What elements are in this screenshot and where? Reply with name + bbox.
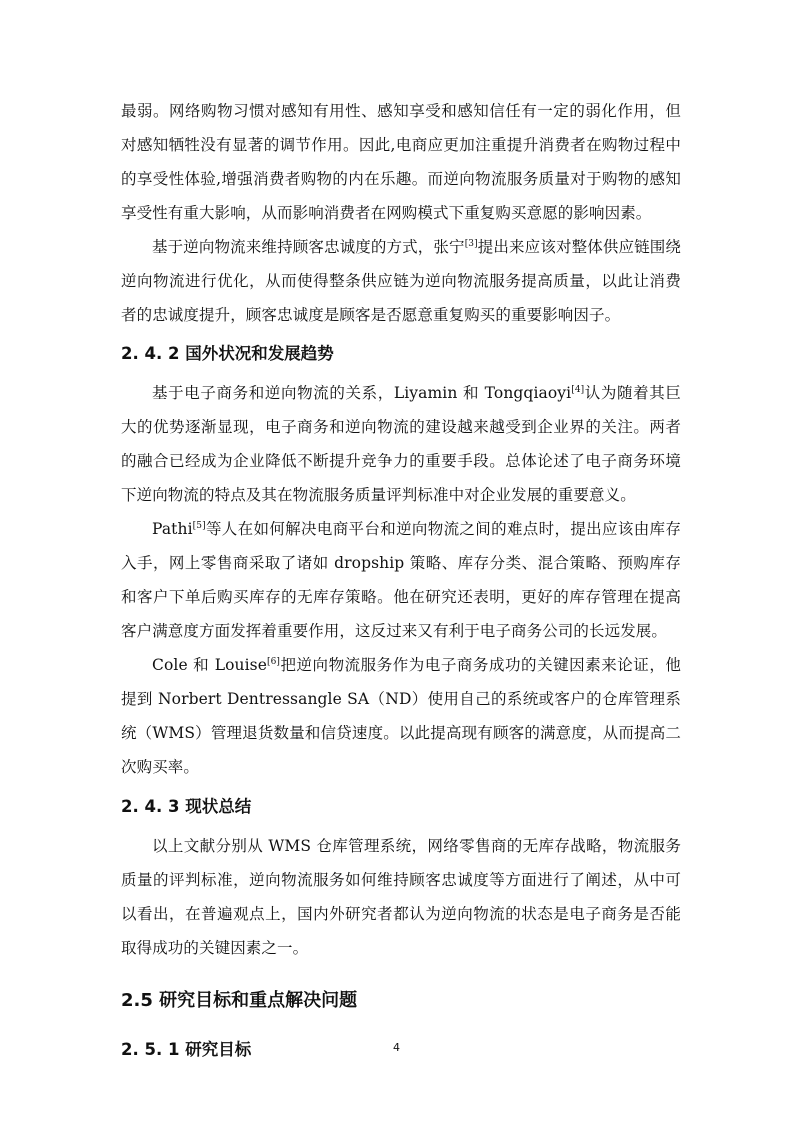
citation-ref: [3]: [464, 239, 478, 249]
paragraph-summary: 以上文献分别从 WMS 仓库管理系统，网络零售商的无库存战略，物流服务质量的评判标准，逆向物流服务如何维持顾客忠诚度等方面进行了阐述，从中可以看出，在普遍观点上，国内外研究者都认为逆向物流的状态是电子商务是否能取得成功的关键因素之一。: [121, 837, 681, 957]
paragraph-text: Cole 和 Louise: [152, 656, 267, 674]
section-heading-2-4-2: 2. 4. 2 国外状况和发展趋势: [121, 344, 334, 363]
citation-ref: [4]: [571, 385, 585, 395]
paragraph-text: 基于电子商务和逆向物流的关系，Liyamin 和 Tongqiaoyi: [152, 384, 572, 402]
page-number: 4: [393, 1041, 400, 1054]
paragraph-continued: 最弱。网络购物习惯对感知有用性、感知享受和感知信任有一定的弱化作用，但对感知牺牲没有显著的调节作用。因此,电商应更加注重提升消费者在购物过程中的享受性体验,增强消费者购物的内在乐趣。而逆向物流服务质量对于购物的感知享受性有重大影响，从而影响消费者在网购模式下重复购买意愿的影响因素。: [121, 102, 681, 222]
paragraph-cole-louise: [121, 648, 681, 784]
citation-ref: [5]: [192, 521, 206, 531]
citation-ref: [6]: [266, 657, 281, 667]
paragraph-text: 认为随着其巨大的优势逐渐显现，电子商务和逆向物流的建设越来越受到企业界的关注。两者的融合已经成为企业降低不断提升竞争力的重要手段。总体论述了电子商务环境下逆向物流的特点及其在物流服务质量评判标准中对企业发展的重要意义。: [121, 384, 682, 504]
paragraph-text: 等人在如何解决电商平台和逆向物流之间的难点时，提出应该由库存入手，网上零售商采取了诸如 dropship 策略、库存分类、混合策略、预购库存和客户下单后购买库存的无库存策略。他在研究还表明，更好的库存管理在提高客户满意度方面发挥着重要作用，这反过来又有利于电子商务公司的长远发展。: [121, 520, 681, 640]
paragraph-text: Pathi: [152, 520, 193, 538]
paragraph-text: 把逆向物流服务作为电子商务成功的关键因素来论证，他提到 Norbert Dentressangle SA（ND）使用自己的系统或客户的仓库管理系统（WMS）管理退货数量和信贷速度。以此提高现有顾客的满意度，从而提高二次购买率。: [121, 656, 681, 776]
section-heading-2-4-3: 2. 4. 3 现状总结: [121, 797, 252, 816]
paragraph-liyamin: [121, 376, 681, 512]
paragraph-zhang-ning: [121, 230, 681, 332]
page-body: [121, 94, 681, 1060]
paragraph-text: 提出来应该对整体供应链围绕逆向物流进行优化，从而使得整条供应链为逆向物流服务提高质量，以此让消费者的忠诚度提升，顾客忠诚度是顾客是否愿意重复购买的重要影响因子。: [121, 238, 681, 324]
paragraph-text: 基于逆向物流来维持顾客忠诚度的方式，张宁: [152, 238, 465, 256]
section-heading-2-5-1: 2. 5. 1 研究目标: [121, 1040, 252, 1059]
section-heading-2-5: 2.5 研究目标和重点解决问题: [121, 990, 358, 1011]
paragraph-pathi: [121, 512, 681, 648]
